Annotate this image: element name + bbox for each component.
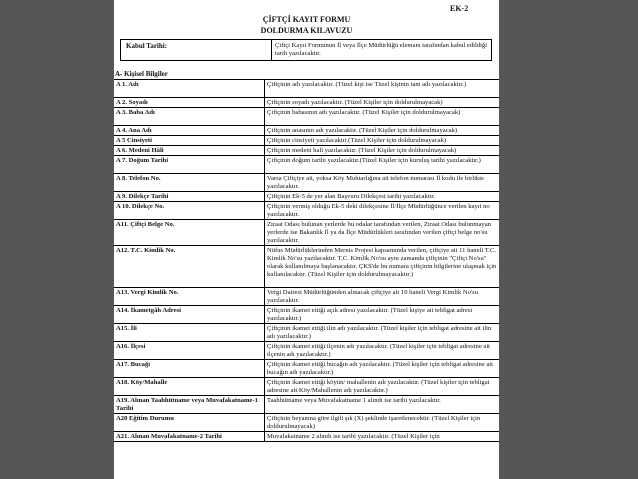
table-row <box>114 432 499 442</box>
table-row <box>114 192 499 202</box>
row-label: A15. İli <box>114 324 265 341</box>
row-label: A 1. Adı <box>114 80 265 97</box>
kabul-tarihi-box <box>120 39 492 61</box>
row-label: A 9. Dilekçe Tarihi <box>114 192 265 201</box>
row-text: Çiftçinin Ek-5 de yer alan Başvuru Dilekçesi tarihi yazılacaktır. <box>267 193 435 200</box>
table-row <box>114 156 499 174</box>
row-text: Çiftçinin ikamet ettiği ilçenin adı yazılacaktır. (Tüzel kişiler için tebligat adresine ait ilçenin adı yazılacaktır.) <box>267 343 491 358</box>
table-row <box>114 98 499 108</box>
table-row <box>114 396 499 414</box>
table-row <box>114 246 499 288</box>
table-row <box>114 202 499 220</box>
table-row <box>114 80 499 98</box>
table-row <box>114 136 499 146</box>
document-page <box>114 0 499 479</box>
row-label: A11. Çiftçi Belge No. <box>114 220 265 245</box>
row-text: Çiftçinin doğum tarihi yazılacaktır.(Tüzel Kişiler için kuruluş tarihi yazılacaktır.) <box>267 157 481 164</box>
row-label: A20 Eğitim Durumu <box>114 414 265 431</box>
table-row <box>114 108 499 126</box>
row-text: Vergi Dairesi Müdürlüğünden alınacak çiftçiye ait 10 haneli Vergi Kimlik No'su yazılacaktır. <box>267 289 479 304</box>
table-row <box>114 288 499 306</box>
row-text: Çiftçinin ikamet ettiği köyün/ mahallenin adı yazılacaktır. (Tüzel kişiler için tebligat adresine ait Köy/Mahallenin adı yazılacaktır.) <box>267 379 490 394</box>
table-row <box>114 342 499 360</box>
row-text: Çiftçinin anasının adı yazılacaktır. (Tüzel Kişiler için doldurulmayacak) <box>267 127 458 134</box>
table-row <box>114 324 499 342</box>
row-text: Çiftçinin adı yazılacaktır. (Tüzel kişi ise Tüzel kişinin tam adı yazılacaktır.) <box>267 81 467 88</box>
table-row <box>114 220 499 246</box>
table-row <box>114 378 499 396</box>
row-text: Nüfus Müdürlüklerinden Mernis Projesi kapsamında verilen, çiftçiye ait 11 haneli T.C. Kimlik No'su yazılacaktır. T.C. Kimlik No'su aynı zamanda çiftçinin "Çiftçi No'su" olarak kullanılmaya başlanacaktır. ÇKS'de bu numara çiftçinin bilgilerine ulaşmak için kullanılacaktır. (Tüzel Kişiler için doldurulmayacaktır.) <box>267 247 497 278</box>
row-label: A18. Köy/Mahalle <box>114 378 265 395</box>
row-text: Çiftçinin medeni hali yazılacaktır. (Tüzel Kişiler için doldurulmayacak) <box>267 147 457 154</box>
row-text: Varsa Çiftçiye ait, yoksa Köy Muhtarlığına ait telefon numarası İl kodu ile birlikte yazılacaktır. <box>267 175 484 190</box>
row-label: A14. İkametgâh Adresi <box>114 306 265 323</box>
kabul-text: Çiftçi Kayıt Formunun İl veya İlçe Müdürlüğü elemanı tarafından kabul edildiği tarih yazılacaktır. <box>275 42 488 57</box>
row-label: A 2. Soyadı <box>114 98 265 107</box>
guide-table <box>114 79 499 442</box>
table-row <box>114 360 499 378</box>
row-text: Çiftçinin babasının adı yazılacaktır. (Tüzel Kişiler için doldurulmayacak) <box>267 109 461 116</box>
row-text: Taahhütname veya Muvafakatname 1 alındı ise tarihi yazılacaktır. <box>267 397 441 404</box>
row-text: Çiftçinin ikamet ettiği açık adresi yazılacaktır. (Tüzel kişiye ait tebligat adresi yazılacaktır.) <box>267 307 473 322</box>
row-text: Ziraat Odası bulunan yerlerde bu odalar tarafından verilen, Ziraat Odası bulunmayan yerlerde ise Bakanlık İl ya da İlçe Müdürlükleri tarafından verilen çiftçi belge no'su yazılacaktır. <box>267 221 491 244</box>
row-text: Çiftçinin cinsiyeti yazılacaktır.(Tüzel Kişiler için doldurulmayacak) <box>267 137 447 144</box>
row-label: A 4. Ana Adı <box>114 126 265 135</box>
row-label: A 3. Baba Adı <box>114 108 265 125</box>
row-label: A21. Alınan Muvafakatname-2 Tarihi <box>114 432 265 441</box>
section-heading: A- Kişisel Bilgiler <box>115 70 168 78</box>
row-text: Çiftçinin beyanına göre ilgili şık (X) şeklinde işaretlenecektir. (Tüzel Kişiler için doldurulmayacak) <box>267 415 481 430</box>
row-label: A12. T.C. Kimlik No. <box>114 246 265 287</box>
form-code: EK-2 <box>450 4 469 13</box>
row-text: Çiftçinin ikamet ettiği ilin adı yazılacaktır. (Tüzel kişiler için tebligat adresine ait ilin adı yazılacaktır.) <box>267 325 492 340</box>
row-text: Çiftçinin soyadı yazılacaktır. (Tüzel Kişiler için doldurulmayacak) <box>267 99 443 106</box>
row-text: Çiftçinin vermiş olduğu Ek-5 deki dilekçesine İl/İlçe Müdürlüğünce verilen kayıt no yazılacaktır. <box>267 203 490 218</box>
row-label: A 5 Cinsiyeti <box>114 136 265 145</box>
row-label: A 10. Dilekçe No. <box>114 202 265 219</box>
kabul-label: Kabul Tarihi: <box>121 40 272 60</box>
table-row <box>114 146 499 156</box>
row-label: A13. Vergi Kimlik No. <box>114 288 265 305</box>
form-subtitle: DOLDURMA KILAVUZU <box>260 26 353 35</box>
form-title: ÇİFTÇİ KAYIT FORMU <box>262 15 351 24</box>
row-label: A17. Bucağı <box>114 360 265 377</box>
row-label: A 6. Medeni Hâli <box>114 146 265 155</box>
table-row <box>114 126 499 136</box>
table-row <box>114 174 499 192</box>
row-label: A19. Alınan Taahhütname veya Muvafakatname-1 Tarihi <box>114 396 265 413</box>
row-text: Muvafakatname 2 alındı ise tarihi yazılacaktır. (Tüzel Kişiler için <box>267 433 440 440</box>
table-row <box>114 306 499 324</box>
table-row <box>114 414 499 432</box>
row-label: A16. İlçesi <box>114 342 265 359</box>
row-label: A 7. Doğum Tarihi <box>114 156 265 173</box>
row-label: A 8. Telefon No. <box>114 174 265 191</box>
row-text: Çiftçinin ikamet ettiği bucağın adı yazılacaktır. (Tüzel kişiler için tebligat adresine ait bucağın adı yazılacaktır.) <box>267 361 493 376</box>
